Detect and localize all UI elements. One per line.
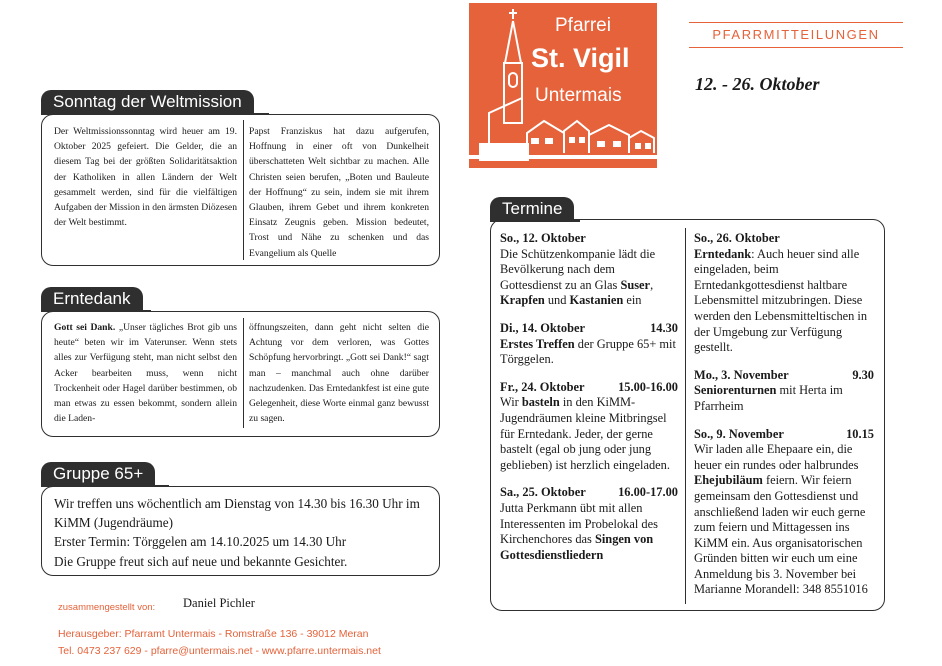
- event-highlight: Singen von Gottesdienstliedern: [500, 532, 654, 562]
- event-text: feiern. Wir feiern gemeinsam den Gottesdienst und anschließend laden wir euch gerne zum feiern und Mittagessen ins KiMM ein. Aus organisatorischen Gründen bitten wir euch um eine Anmeldung bis 3. November bei Marianne Morandell: 348 8551016: [694, 473, 868, 597]
- section-title-gruppe65: Gruppe 65+: [41, 462, 155, 486]
- parish-logo: [469, 3, 657, 168]
- event-item: [500, 321, 678, 368]
- event-time: 15.00-16.00: [618, 379, 678, 394]
- gruppe65-line: Wir treffen uns wöchentlich am Dienstag von 14.30 bis 16.30 Uhr im: [54, 496, 420, 511]
- event-text: ,: [650, 277, 654, 292]
- event-text: Wir laden alle Ehepaare ein, die heuer ein rundes oder halbrundes: [694, 442, 859, 472]
- event-time: 10.15: [846, 426, 874, 441]
- event-date: Fr., 24. Oktober: [500, 379, 585, 394]
- event-description: [500, 501, 678, 563]
- weltmission-text-left: Der Weltmissionssonntag wird heuer am 19. Oktober 2025 gefeiert. Die Gelder, die an diesem Tag bei der größten Solidaritätsaktion der Katholiken in allen Ländern der Welt gesammelt werden, sind für die vielfältigen Aufgaben der Mission in den ärmsten Diözesen der Welt bestimmt.: [54, 126, 237, 229]
- erntedank-text-right: öffnungszeiten, dann geht nicht selten die Achtung vor dem verloren, was Gottes Schöpfung hervorbringt. „Gott sei Dank!“ sagt man – manchmal auch ohne darüber nachzudenken. Das Erntedankfest ist eine gute Gelegenheit, diese Worte einmal ganz bewusst zu sagen.: [249, 322, 429, 425]
- event-header: [500, 321, 678, 337]
- gruppe65-text: [54, 494, 420, 571]
- event-date: So., 9. November: [694, 426, 784, 441]
- logo-line-3: Untermais: [535, 85, 622, 106]
- termine-right-column: [694, 231, 874, 610]
- event-header: [500, 485, 678, 501]
- compiled-by-label: zusammengestellt von:: [58, 602, 156, 613]
- column-divider: [685, 228, 686, 604]
- publisher-info: [58, 626, 381, 660]
- event-description: [500, 247, 678, 309]
- column-divider: [243, 120, 244, 260]
- event-text: ein: [623, 293, 642, 308]
- gruppe65-line: KiMM (Jugendräume): [54, 515, 174, 531]
- contact-line: Tel. 0473 237 629 - pfarre@untermais.net - www.pfarre.untermais.net: [58, 645, 381, 657]
- event-date: Mo., 3. November: [694, 367, 789, 382]
- logo-line-2: St. Vigil: [531, 43, 630, 73]
- logo-line-1: Pfarrei: [555, 15, 611, 36]
- gruppe65-line: Die Gruppe freut sich auf neue und bekannte Gesichter.: [54, 553, 348, 569]
- event-description: [694, 442, 874, 598]
- section-title-weltmission: Sonntag der Weltmission: [41, 90, 254, 114]
- event-item: [694, 368, 874, 415]
- event-item: [500, 485, 678, 563]
- event-item: [500, 231, 678, 309]
- event-description: [500, 337, 678, 368]
- event-item: [500, 380, 678, 474]
- event-header: [500, 380, 678, 396]
- section-title-erntedank: Erntedank: [41, 287, 143, 311]
- event-highlight: Suser: [620, 277, 651, 292]
- event-time: 9.30: [852, 367, 874, 382]
- gruppe65-line: Erster Termin: Törggelen am 14.10.2025 um 14.30 Uhr: [54, 534, 347, 550]
- event-text: in den KiMM-Jugendräumen kleine Mitbringsel für Erntedank. Jeder, der gerne bastelt (egal ob jung oder jung geblieben) ist herzlich eingeladen.: [500, 395, 670, 472]
- event-header: [694, 231, 874, 247]
- section-title-termine: Termine: [490, 197, 574, 221]
- event-description: [500, 395, 678, 473]
- event-item: [694, 427, 874, 599]
- event-time: 16.00-17.00: [618, 485, 678, 500]
- publisher-line: Herausgeber: Pfarramt Untermais - Romstraße 136 - 39012 Meran: [58, 628, 369, 640]
- event-highlight: Seniorenturnen: [694, 383, 777, 398]
- event-description: [694, 383, 874, 414]
- event-text: mit Herta im Pfarrheim: [694, 383, 843, 413]
- event-highlight: Erntedank: [694, 246, 752, 261]
- event-header: [694, 368, 874, 384]
- termine-left-column: [500, 231, 678, 575]
- event-date: So., 26. Oktober: [694, 231, 780, 245]
- event-text: und: [544, 293, 570, 308]
- event-highlight: basteln: [521, 395, 560, 410]
- event-header: [694, 427, 874, 443]
- event-time: 14.30: [650, 320, 678, 335]
- event-date: Sa., 25. Oktober: [500, 485, 586, 500]
- event-date: So., 12. Oktober: [500, 231, 586, 245]
- weltmission-text-right: Papst Franziskus hat dazu aufgerufen, Hoffnung in einer oft von Dunkelheit überschatteten Welt sichtbar zu machen. Alle Christen seien berufen, „Boten und Bauleute der Hoffnung“ zu sein, indem sie mit ihrem Glauben, ihrem Gebet und ihrem konkreten Einsatz Zeugnis geben. Mission bedeutet, Trost und Nähe zu schenken und das Evangelium als Quelle: [249, 126, 429, 259]
- event-item: [694, 231, 874, 356]
- event-highlight: Kastanien: [569, 293, 624, 308]
- erntedank-left-body: „Unser tägliches Brot gib uns heute“ beten wir im Vaterunser. Wenn stets alles zur Verfügung steht, man nicht selbst den Acker bearbeiten muss, wenn nicht Trockenheit oder Hagel darüber bestimmen, ob man etwas zu essen bekommt, sondern allein die Laden-: [54, 322, 238, 425]
- masthead-label: PFARRMITTEILUNGEN: [689, 22, 903, 48]
- event-text: Jutta Perkmann übt mit allen Interessenten im Probelokal des Kirchenchores das: [500, 500, 658, 547]
- event-highlight: Erstes Treffen: [500, 336, 575, 351]
- column-divider: [243, 318, 244, 428]
- erntedank-text-left: [54, 320, 237, 426]
- event-date: Di., 14. Oktober: [500, 320, 586, 335]
- compiled-by-name: Daniel Pichler: [183, 596, 255, 610]
- event-text: Wir: [500, 395, 522, 410]
- event-highlight: Ehejubiläum: [694, 473, 763, 488]
- event-description: [694, 247, 874, 356]
- date-range: 12. - 26. Oktober: [695, 74, 820, 94]
- event-text: : Auch heuer sind alle eingeladen, beim Erntedankgottesdienst haltbare Lebensmittel mitzubringen. Diese werden den Lebensmitteltischen in der Umgebung zur Verfügung gestellt.: [694, 246, 868, 355]
- event-text: Die Schützenkompanie lädt die Bevölkerung nach dem Gottesdienst zu an Glas: [500, 246, 656, 292]
- event-text: der Gruppe 65+ mit Törggelen.: [500, 336, 676, 367]
- event-header: [500, 231, 678, 247]
- erntedank-lead: Gott sei Dank.: [54, 322, 116, 333]
- event-highlight: Krapfen: [500, 293, 545, 308]
